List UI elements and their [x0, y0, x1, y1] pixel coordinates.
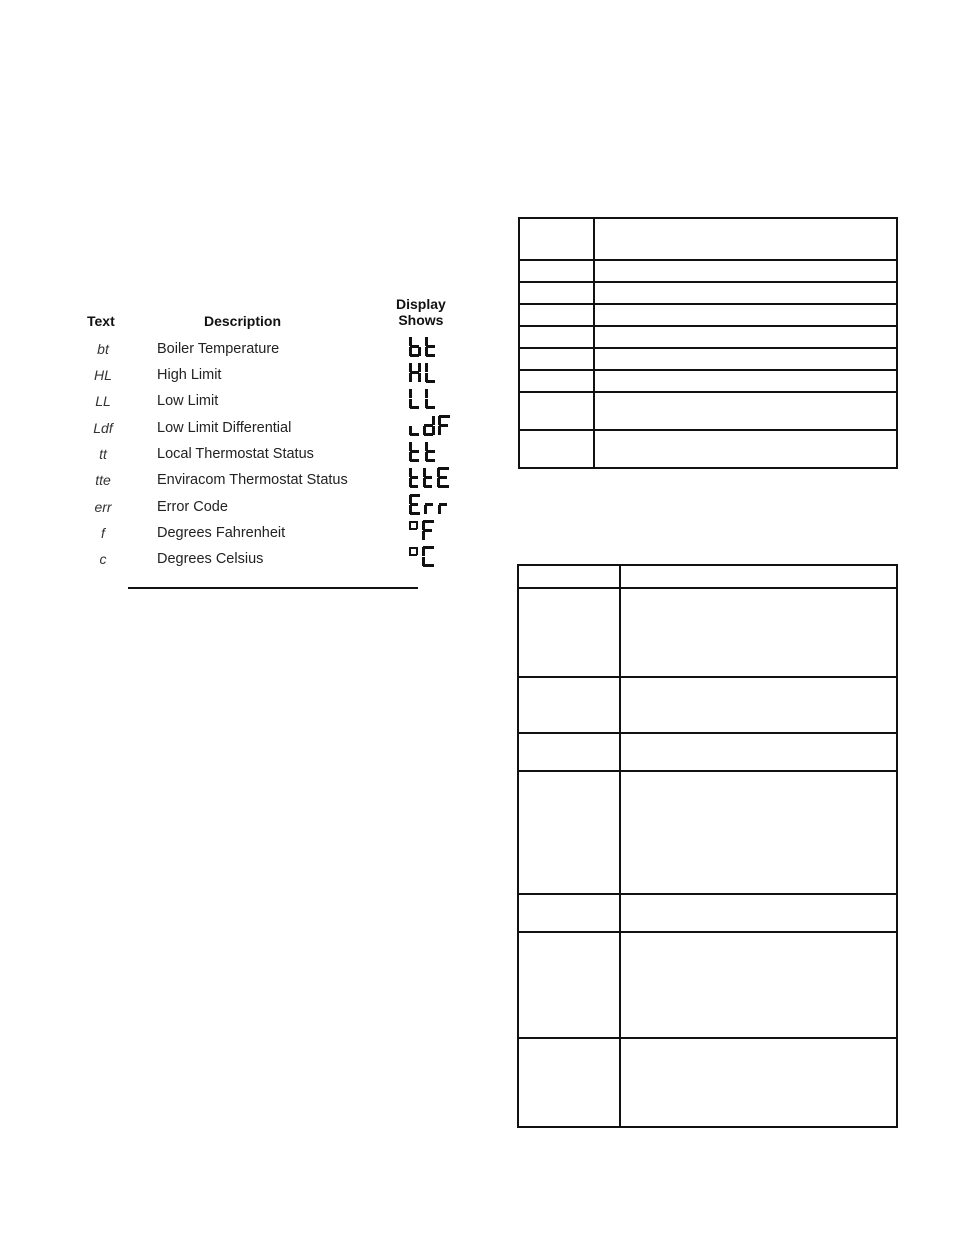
table-cell	[620, 588, 897, 677]
table-row	[518, 894, 897, 932]
table-row	[519, 218, 897, 260]
table-cell	[518, 1038, 620, 1127]
empty-table-top	[518, 217, 898, 469]
table-cell	[518, 588, 620, 677]
table-cell	[594, 304, 897, 326]
table-cell	[620, 677, 897, 733]
seven-segment-display-icon	[408, 441, 438, 463]
table-row	[80, 415, 462, 441]
header-display-line1: Display	[396, 296, 446, 312]
description-text: High Limit	[157, 367, 222, 383]
table-cell	[519, 304, 594, 326]
header-display-line2: Shows	[398, 312, 444, 328]
description-text: Local Thermostat Status	[157, 446, 314, 462]
table-row	[518, 932, 897, 1038]
table-row	[518, 565, 897, 588]
empty-table-bottom	[517, 564, 898, 1128]
table-cell	[594, 370, 897, 392]
header-text: Text	[87, 313, 115, 329]
table-row	[80, 336, 462, 362]
table-row	[518, 677, 897, 733]
description-text: Boiler Temperature	[157, 341, 280, 357]
horizontal-divider	[128, 587, 418, 589]
table-cell	[518, 677, 620, 733]
table-cell	[620, 771, 897, 894]
table-row	[519, 326, 897, 348]
table-cell	[518, 932, 620, 1038]
table-cell	[518, 771, 620, 894]
table-cell	[519, 282, 594, 304]
table-cell	[519, 392, 594, 430]
seven-segment-display-icon	[408, 467, 452, 489]
code-text: f	[101, 525, 105, 541]
seven-segment-display-icon	[408, 520, 438, 542]
table-cell	[594, 260, 897, 282]
table-cell	[620, 565, 897, 588]
table-cell	[518, 733, 620, 771]
table-cell	[594, 430, 897, 468]
table-row	[80, 467, 462, 493]
table-cell	[519, 430, 594, 468]
display-codes-table	[80, 292, 462, 570]
table-row	[80, 546, 462, 572]
table-row	[80, 362, 462, 388]
seven-segment-display-icon	[408, 415, 452, 437]
table-row	[80, 520, 462, 546]
table-row	[518, 733, 897, 771]
table-row	[519, 304, 897, 326]
code-text: bt	[97, 341, 109, 357]
table-cell	[594, 392, 897, 430]
code-text: Ldf	[93, 420, 113, 436]
table-cell	[519, 218, 594, 260]
table-cell	[594, 282, 897, 304]
table-row	[518, 771, 897, 894]
table-cell	[620, 733, 897, 771]
description-text: Enviracom Thermostat Status	[157, 472, 348, 488]
code-text: tte	[95, 472, 111, 488]
code-text: LL	[95, 393, 111, 409]
seven-segment-display-icon	[408, 388, 438, 410]
table-row	[518, 588, 897, 677]
table-cell	[594, 348, 897, 370]
code-text: c	[99, 551, 107, 567]
table-cell	[620, 1038, 897, 1127]
header-display-shows	[396, 296, 446, 328]
description-text: Degrees Fahrenheit	[157, 525, 286, 541]
table-cell	[620, 932, 897, 1038]
table-cell	[518, 894, 620, 932]
code-text: err	[94, 499, 112, 515]
table-row	[80, 441, 462, 467]
table-cell	[519, 348, 594, 370]
code-text: HL	[94, 367, 112, 383]
table-cell	[519, 370, 594, 392]
code-text: tt	[99, 446, 107, 462]
description-text: Degrees Celsius	[157, 551, 264, 567]
table-row	[519, 348, 897, 370]
table-row	[80, 388, 462, 414]
table-row	[518, 1038, 897, 1127]
description-text: Error Code	[157, 499, 228, 515]
table-cell	[594, 326, 897, 348]
table-row	[80, 494, 462, 520]
seven-segment-display-icon	[408, 362, 438, 384]
table-cell	[519, 326, 594, 348]
header-description: Description	[204, 313, 282, 329]
table-row	[519, 282, 897, 304]
seven-segment-display-icon	[408, 336, 438, 358]
table-row	[519, 430, 897, 468]
table-cell	[594, 218, 897, 260]
table-row	[519, 392, 897, 430]
description-text: Low Limit Differential	[157, 420, 292, 436]
table-cell	[519, 260, 594, 282]
table-row	[519, 260, 897, 282]
table-row	[519, 370, 897, 392]
seven-segment-display-icon	[408, 546, 438, 568]
seven-segment-display-icon	[408, 494, 452, 516]
table-cell	[518, 565, 620, 588]
table-cell	[620, 894, 897, 932]
description-text: Low Limit	[157, 393, 219, 409]
